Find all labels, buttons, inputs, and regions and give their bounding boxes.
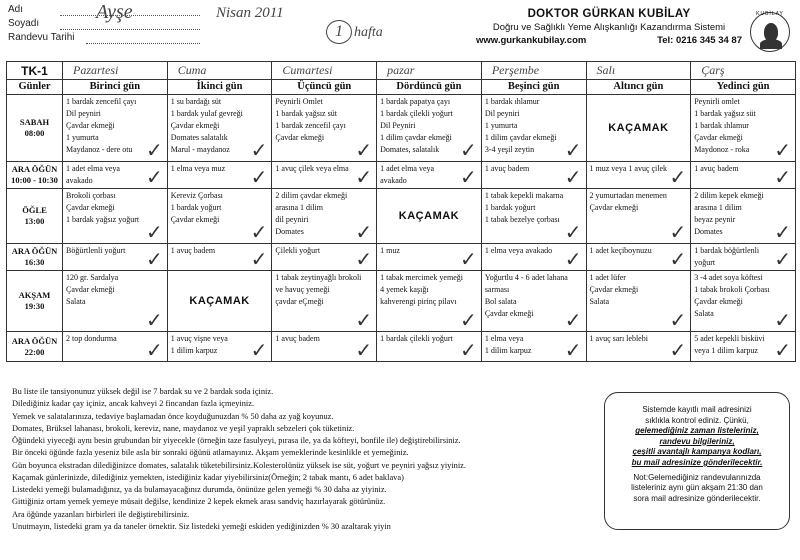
checkmark-icon: ✓ — [355, 220, 373, 244]
meal-item: 1 bardak yoğurt — [484, 203, 536, 212]
checkmark-icon: ✓ — [564, 138, 582, 162]
meal-item: 1 adet keçiboynuzu — [589, 246, 652, 255]
checkmark-icon: ✓ — [774, 338, 791, 362]
surname-field — [8, 18, 39, 29]
day-header-1: Birinci gün — [63, 80, 168, 95]
checkmark-icon: ✓ — [145, 247, 163, 271]
checkmark-icon: ✓ — [460, 247, 477, 271]
meal-item: 120 gr. Sardalya — [66, 273, 119, 282]
meal-cell-ara1-day6 — [586, 162, 691, 189]
kacamak-cell: KAÇAMAK — [167, 271, 272, 332]
meal-item: dil peyniri — [275, 215, 309, 224]
meal-cell-ogle-day6 — [586, 189, 691, 244]
day-header-4: Dördüncü gün — [377, 80, 482, 95]
handwritten-day-text: pazar — [387, 63, 415, 77]
meal-cell-ara1-day5 — [481, 162, 586, 189]
note-line: Öğündeki yiyeceği aynı besin grubundan bir yiyecekle (örneğin taze fasulyeyi, pırasa ile, ya da köfteyi, bonfile ile) değiştirebilirsiniz. — [12, 436, 461, 445]
meal-item: 1 tabak mercimek yemeği — [380, 273, 463, 282]
day-header-5: Beşinci gün — [481, 80, 586, 95]
meal-item: Peynirli omlet — [694, 97, 740, 106]
meal-item: Çilekli yoğurt — [275, 246, 321, 255]
meal-cell-ogle-day5 — [481, 189, 586, 244]
meal-item: 1 bardak yulaf gevreği — [170, 109, 243, 118]
appointment-date-field — [8, 32, 75, 43]
meal-item: Çavdar ekmeği — [694, 133, 743, 142]
meal-item: 1 bardak papatya çayı — [380, 97, 451, 106]
meal-cell-ara3-day4 — [377, 332, 482, 362]
note-line: Dilediğiniz kadar çay içiniz, ancak kahveyi 2 fincandan fazla içmeyiniz. — [12, 399, 255, 409]
meal-cell-ara1-day4 — [377, 162, 482, 189]
meal-item: 1 su bardağı süt — [170, 97, 222, 106]
meal-item: Maydonoz - roka — [694, 145, 750, 154]
meal-label-ara2 — [7, 244, 63, 271]
meal-name: ÖĞLE — [22, 205, 47, 215]
meal-item: Kereviz Çorbası — [170, 191, 223, 200]
meal-item: 1 bardak ıhlamur — [694, 121, 749, 130]
meal-cell-sabah-day4 — [377, 95, 482, 162]
handwritten-day-6 — [586, 62, 691, 80]
meal-item: Çavdar ekmeği — [170, 121, 220, 130]
meal-item: Dil peyniri — [484, 109, 520, 118]
meal-cell-sabah-day7 — [691, 95, 796, 162]
handwritten-day-7 — [691, 62, 796, 80]
meal-item: Domates salatalık — [170, 133, 228, 142]
handwritten-day-1 — [63, 62, 168, 80]
meal-item: 2 yumurtadan menemen — [589, 191, 667, 200]
meal-item: Dil Peyniri — [380, 121, 416, 130]
meal-item: 1 muz veya 1 avuç çilek — [589, 164, 668, 173]
name-field — [8, 4, 23, 15]
meal-item: 1 bardak yağsız yoğurt — [66, 215, 140, 224]
checkmark-icon: ✓ — [669, 165, 687, 189]
meal-cell-ogle-day3 — [272, 189, 377, 244]
checkmark-icon: ✓ — [145, 138, 163, 162]
meal-item: Brokoli çorbası — [66, 191, 116, 200]
note-line: Domates, Brüksel lahanası, brokoli, kereviz, nane, maydanoz ve yeşil yapraklı sebzeleri çok tüketiniz. — [12, 423, 355, 433]
meal-item: 1 elma veya — [484, 334, 524, 343]
checkmark-icon: ✓ — [355, 308, 373, 332]
note-line: Gün boyunca ekstradan dilediğinizce domates, salatalık tüketebilirsiniz.Kolesterolünüz yüksek ise süt, yoğurt ve peyniri yağsız yiyiniz. — [12, 460, 466, 470]
meal-item: Domates — [275, 227, 304, 236]
meal-item: beyaz peynir — [694, 215, 736, 224]
contact-line — [474, 35, 744, 46]
kubilay-logo — [750, 12, 790, 52]
meal-name: AKŞAM — [18, 290, 51, 300]
checkmark-icon: ✓ — [250, 138, 268, 162]
handwritten-day-text: Cuma — [177, 63, 207, 77]
info-line-9: sora mail adresinize gönderilecektir. — [633, 493, 761, 503]
day-header-2: İkinci gün — [167, 80, 272, 95]
checkmark-icon: ✓ — [145, 308, 163, 332]
checkmark-icon: ✓ — [774, 308, 791, 332]
meal-item: yoğurt — [694, 258, 716, 267]
meal-item: 1 bardak böğürtlenli — [694, 246, 760, 255]
checkmark-icon: ✓ — [774, 138, 791, 162]
note-line: Bir önceki öğünde fazla yeseniz bile asla bir sonraki öğünü atlamayınız. Akşam yemeklerinde kesinlikle et yemeğiniz. — [12, 448, 409, 458]
meal-item: Marul - maydanoz — [170, 145, 230, 154]
meal-cell-ara3-day1 — [63, 332, 168, 362]
checkmark-icon: ✓ — [669, 247, 687, 271]
brand-subtitle: Doğru ve Sağlıklı Yeme Alışkanlığı Kazandırma Sistemi — [492, 22, 726, 33]
meal-item: Maydanoz - dere otu — [66, 145, 133, 154]
meal-row-ogle — [7, 189, 796, 244]
meal-item: 1 adet lüfer — [589, 273, 626, 282]
meal-item: Bol salata — [484, 297, 517, 306]
meal-time: 13:00 — [24, 216, 45, 226]
handwritten-day-text: Pazartesi — [73, 63, 119, 77]
note-line: Unutmayın, listedeki gram ya da taneler örnektir. Siz listedeki yemeği eskiden yediğinizden % 30 azaltarak yiyin — [12, 521, 391, 531]
note-line: Kaçamak günlerinizde, dilediğiniz yemekten, istediğiniz kadar yiyebilirsiniz(Örneğin; 2 tabak mantı, 6 adet baklava) — [12, 472, 404, 482]
meal-cell-ara1-day1 — [63, 162, 168, 189]
mail-info-box — [604, 392, 790, 530]
checkmark-icon: ✓ — [355, 338, 373, 362]
handwritten-date: Nisan 2011 — [216, 5, 284, 21]
meal-item: 1 muz — [380, 246, 400, 255]
meal-row-ara3 — [7, 332, 796, 362]
meal-item: veya 1 dilim karpuz — [694, 346, 758, 355]
meal-item: 1 elma veya avakado — [484, 246, 553, 255]
meal-cell-ara3-day2 — [167, 332, 272, 362]
meal-item: 1 avuç sarı leblebi — [589, 334, 648, 343]
meal-time: 22:00 — [24, 346, 45, 357]
meal-item: Salata — [694, 309, 714, 318]
meal-item: çavdar eÇmeği — [275, 297, 324, 306]
meal-cell-ara2-day2 — [167, 244, 272, 271]
meal-item: sarması — [484, 285, 510, 294]
meal-item: 4 yemek kaşığı — [380, 285, 429, 294]
meal-item: 1 dilim karpuz — [170, 346, 218, 355]
meal-item: 1 bardak çilekli yoğurt — [380, 334, 453, 343]
meal-item: 1 yumurta — [66, 133, 99, 142]
meal-label-ogle — [7, 189, 63, 244]
meal-item: 1 avuç badem — [694, 164, 739, 173]
meal-item: 1 bardak yağsız süt — [275, 109, 337, 118]
kacamak-cell: KAÇAMAK — [586, 95, 691, 162]
meal-item: Çavdar ekmeği — [589, 203, 639, 212]
meal-item: avakado — [380, 176, 407, 185]
day-headers-row — [7, 80, 796, 95]
meal-item: 5 adet kepekli bisküvi — [694, 334, 765, 343]
checkmark-icon: ✓ — [460, 138, 477, 162]
handwritten-day-2 — [167, 62, 272, 80]
checkmark-icon: ✓ — [355, 247, 373, 271]
meal-item: 1 dilim karpuz — [484, 346, 532, 355]
meal-item: Çavdar ekmeği — [275, 133, 325, 142]
meal-item: 1 tabak brokoli Çorbası — [694, 285, 770, 294]
handwritten-day-text: Cumartesi — [282, 63, 333, 77]
meal-item: avakado — [66, 176, 93, 185]
meal-cell-aksam-day4 — [377, 271, 482, 332]
checkmark-icon: ✓ — [564, 308, 582, 332]
meal-time: 16:30 — [24, 257, 45, 267]
meal-item: 1 yumurta — [484, 121, 518, 130]
meal-time: 19:30 — [24, 301, 45, 311]
note-line: Yemek ve salatalarınıza, tedaviye başlamadan önce koyduğunuzdan % 50 daha az yağ koyunuz. — [12, 411, 334, 421]
meal-item: Çavdar ekmeği — [589, 285, 639, 294]
meal-item: 1 bardak çilekli yoğurt — [380, 109, 453, 118]
meal-cell-ara2-day5 — [481, 244, 586, 271]
meal-cell-ara2-day4 — [377, 244, 482, 271]
meal-cell-aksam-day6 — [586, 271, 691, 332]
meal-label-aksam — [7, 271, 63, 332]
meal-item: 1 elma veya muz — [170, 164, 226, 173]
checkmark-icon: ✓ — [355, 138, 373, 162]
meal-item: 1 tabak kepekli makarna — [484, 191, 564, 200]
handwritten-week — [326, 20, 383, 44]
meal-item: 1 avuç vişne veya — [170, 334, 228, 343]
meal-item: 3 -4 adet soya köftesi — [694, 273, 763, 282]
diet-notes — [12, 386, 592, 533]
checkmark-icon: ✓ — [250, 247, 268, 271]
meal-item: Dil peyniri — [66, 109, 101, 118]
meal-cell-sabah-day3 — [272, 95, 377, 162]
meal-cell-ara3-day6 — [586, 332, 691, 362]
brand-block — [474, 8, 744, 46]
checkmark-icon: ✓ — [355, 165, 373, 189]
meal-cell-aksam-day7 — [691, 271, 796, 332]
checkmark-icon: ✓ — [774, 247, 791, 271]
meal-cell-ogle-day7 — [691, 189, 796, 244]
checkmark-icon: ✓ — [564, 220, 582, 244]
checkmark-icon: ✓ — [774, 165, 791, 189]
meal-name: SABAH — [19, 117, 50, 127]
meal-item: Çavdar ekmeği — [694, 297, 743, 306]
meal-cell-sabah-day5 — [481, 95, 586, 162]
meal-item: Domates — [694, 227, 723, 236]
meal-item: arasına 1 dilim — [275, 203, 323, 212]
info-line-1: Sistemde kayıtlı mail adresinizi — [642, 405, 752, 414]
meal-row-ara1 — [7, 162, 796, 189]
meal-item: Çavdar ekmeği — [170, 215, 220, 224]
checkmark-icon: ✓ — [460, 338, 477, 362]
meal-item: Peynirli Omlet — [275, 97, 323, 106]
meal-name: ARA ÖĞÜN — [11, 335, 58, 346]
diet-plan-table — [6, 61, 796, 362]
meal-item: 1 tabak bezelye çorbası — [484, 215, 560, 224]
meal-cell-ara2-day3 — [272, 244, 377, 271]
meal-row-aksam — [7, 271, 796, 332]
meal-item: arasına 1 dilim — [694, 203, 742, 212]
meal-cell-ara1-day2 — [167, 162, 272, 189]
meal-item: 1 avuç badem — [275, 334, 320, 343]
meal-cell-sabah-day2 — [167, 95, 272, 162]
meal-item: 1 bardak zencefil çayı — [66, 97, 137, 106]
meal-label-sabah — [7, 95, 63, 162]
document-header — [6, 1, 794, 58]
meal-item: Salata — [66, 297, 86, 306]
days-label: Günler — [7, 80, 63, 95]
website-link: www.gurkankubilay.com — [476, 35, 587, 46]
meal-item: Yoğurtlu 4 - 6 adet lahana — [484, 273, 568, 282]
meal-cell-aksam-day3 — [272, 271, 377, 332]
meal-cell-ara3-day3 — [272, 332, 377, 362]
checkmark-icon: ✓ — [564, 247, 582, 271]
checkmark-icon: ✓ — [564, 338, 582, 362]
checkmark-icon: ✓ — [460, 308, 477, 332]
info-line-8: listeleriniz aynı gün akşam 21:30 dan — [631, 483, 763, 493]
meal-name: ARA ÖĞÜN — [11, 164, 58, 174]
meal-cell-ara2-day1 — [63, 244, 168, 271]
meal-cell-ara1-day7 — [691, 162, 796, 189]
meal-item: Salata — [589, 297, 610, 306]
meal-cell-ogle-day1 — [63, 189, 168, 244]
meal-cell-ogle-day2 — [167, 189, 272, 244]
meal-cell-aksam-day5 — [481, 271, 586, 332]
kacamak-cell: KAÇAMAK — [377, 189, 482, 244]
meal-item: 2 dilim kepek ekmeği — [694, 191, 764, 200]
meal-time: 08:00 — [24, 128, 45, 138]
handwritten-day-5 — [481, 62, 586, 80]
meal-cell-ara1-day3 — [272, 162, 377, 189]
meal-item: 2 dilim çavdar ekmeği — [275, 191, 348, 200]
meal-item: kahverengi pirinç pilavı — [380, 297, 457, 306]
meal-item: 1 avuç badem — [170, 246, 216, 255]
info-line-2: sıklıkla kontrol ediniz. Çünkü, — [645, 415, 749, 425]
meal-item: 3-4 yeşil zeytin — [484, 145, 535, 154]
phone-number: Tel: 0216 345 34 87 — [657, 35, 742, 46]
meal-label-ara3 — [7, 332, 63, 362]
meal-cell-sabah-day1 — [63, 95, 168, 162]
meal-row-ara2 — [7, 244, 796, 271]
meal-item: Çavdar ekmeği — [66, 203, 115, 212]
day-header-7: Yedinci gün — [691, 80, 796, 95]
checkmark-icon: ✓ — [145, 338, 163, 362]
meal-item: Çavdar ekmeği — [484, 309, 534, 318]
handwritten-day-4 — [377, 62, 482, 80]
meal-time: 10:00 - 10:30 — [11, 175, 58, 185]
meal-item: Çavdar ekmeği — [66, 121, 115, 130]
checkmark-icon: ✓ — [774, 220, 791, 244]
meal-item: 1 avuç çilek veya elma — [275, 164, 349, 173]
info-line-4: randevu bilgileriniz, — [659, 436, 735, 446]
checkmark-icon: ✓ — [145, 220, 163, 244]
handwritten-day-3 — [272, 62, 377, 80]
meal-cell-ara3-day5 — [481, 332, 586, 362]
handwritten-name: Ayşe — [96, 1, 133, 23]
meal-item: 1 adet elma veya — [66, 164, 120, 173]
name-label: Adı — [8, 4, 24, 15]
note-line: Gittiğiniz ortam yemek yemeye müsait değilse, kendinize 2 kepek ekmek arası sandviç hazırlayarak götürünüz. — [12, 497, 386, 507]
appointment-date-label: Randevu Tarihi — [8, 32, 75, 43]
checkmark-icon: ✓ — [250, 338, 268, 362]
plan-code: TK-1 — [7, 62, 63, 80]
handwritten-day-text: Perşembe — [491, 63, 540, 77]
meal-cell-ara3-day7 — [691, 332, 796, 362]
handwritten-days-row — [7, 62, 796, 80]
info-line-5: çeşitli avantajlı kampanya kodları, — [632, 447, 762, 457]
week-number: 1 — [326, 20, 352, 44]
checkmark-icon: ✓ — [460, 165, 477, 189]
meal-item: Böğürtlenli yoğurt — [66, 246, 126, 255]
checkmark-icon: ✓ — [669, 308, 687, 332]
meal-item: 1 avuç badem — [484, 164, 530, 173]
brand-title: DOKTOR GÜRKAN KUBİLAY — [527, 8, 691, 20]
meal-item: 1 bardak ıhlamur — [484, 97, 540, 106]
handwritten-day-text: Çarş — [701, 63, 725, 77]
week-text: hafta — [354, 25, 383, 40]
checkmark-icon: ✓ — [669, 220, 687, 244]
checkmark-icon: ✓ — [669, 338, 687, 362]
meal-name: ARA ÖĞÜN — [11, 246, 58, 256]
info-line-7: Not:Gelemediğiniz randevularınızda — [633, 472, 761, 482]
note-line: Listedeki yemeği bulamadığınız, ya da bulamayacağınız durumda, önünüze gelen yemeği % 30 daha az yiyiniz. — [12, 485, 387, 494]
meal-label-ara1 — [7, 162, 63, 189]
checkmark-icon: ✓ — [145, 165, 163, 189]
meal-cell-aksam-day1 — [63, 271, 168, 332]
handwritten-day-text: Salı — [596, 63, 616, 77]
meal-item: 1 dilim çavdar ekmeği — [484, 133, 557, 142]
meal-item: Domates, salatalık — [380, 145, 440, 154]
note-line: Ara öğünde yazanları birbirleri ile değiştirebilirsiniz. — [12, 509, 190, 519]
info-line-3: gelemediğiniz zaman listeleriniz, — [635, 426, 759, 436]
meal-item: ve havuç yemeği — [275, 285, 330, 294]
meal-row-sabah — [7, 95, 796, 162]
meal-cell-ara2-day7 — [691, 244, 796, 271]
meal-item: Çavdar ekmeği — [66, 285, 115, 294]
day-header-3: Üçüncü gün — [272, 80, 377, 95]
meal-item: 2 top dondurma — [66, 334, 117, 343]
info-line-6: bu mail adresinize gönderilecektir. — [631, 457, 763, 467]
meal-item: 1 bardak yoğurt — [170, 203, 222, 212]
meal-item: 1 dilim çavdar ekmeği — [380, 133, 452, 142]
meal-item: 1 bardak yağsız süt — [694, 109, 756, 118]
note-line: Bu liste ile tansiyonunuz yüksek değil ise 7 bardak su ve 2 bardak soda içiniz. — [12, 387, 274, 396]
logo-text: KUBİLAY — [756, 11, 784, 17]
meal-item: 1 adet elma veya — [380, 164, 435, 173]
day-header-6: Altıncı gün — [586, 80, 691, 95]
checkmark-icon: ✓ — [250, 220, 268, 244]
checkmark-icon: ✓ — [564, 165, 582, 189]
surname-label: Soyadı — [8, 18, 40, 29]
meal-item: 1 tabak zeytinyağlı brokoli — [275, 273, 362, 282]
meal-cell-ara2-day6 — [586, 244, 691, 271]
meal-item: 1 bardak zencefil çayı — [275, 121, 346, 130]
checkmark-icon: ✓ — [250, 165, 268, 189]
